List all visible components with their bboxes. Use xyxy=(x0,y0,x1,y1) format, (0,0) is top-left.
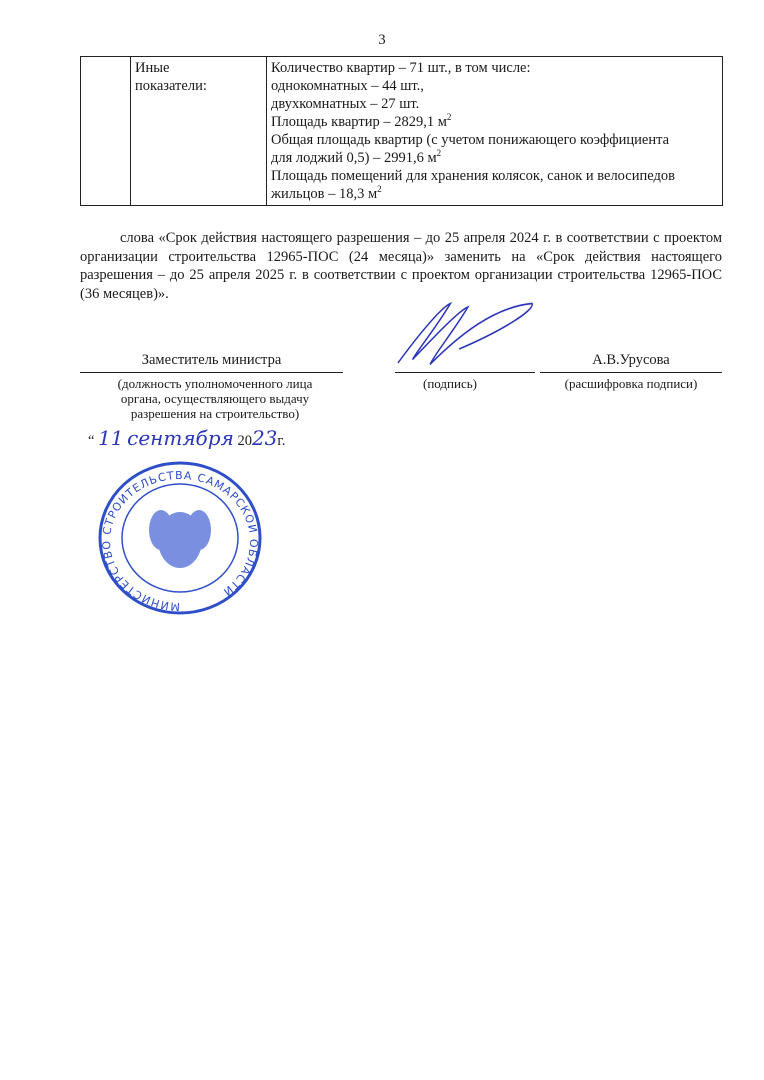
value-line: Количество квартир – 71 шт., в том числе: xyxy=(271,60,531,76)
name-caption: (расшифровка подписи) xyxy=(564,376,698,391)
superscript: 2 xyxy=(436,148,442,159)
value-line: двухкомнатных – 27 шт. xyxy=(271,96,420,112)
name-underline xyxy=(540,372,722,373)
superscript: 2 xyxy=(377,184,382,195)
superscript: 2 xyxy=(446,112,452,123)
value-line: Площадь квартир – 2829,1 м xyxy=(271,114,447,130)
amendment-paragraph: слова «Срок действия настоящего разрешения – до 25 апреля 2024 г. в соответствии с проектом организации строительства 12965-ПОС (24 месяца)» заменить на «Срок действия настоящего разрешения – до 25 апреля 2025 г. в соответствии с проектом организации строительства 12965-ПОС (36 месяцев)». xyxy=(80,230,722,302)
value-line: жильцов – 18,3 м xyxy=(271,186,378,202)
eagle-emblem-icon xyxy=(149,510,211,568)
date-century: 20 xyxy=(237,433,252,449)
table-row xyxy=(81,57,723,206)
date-quote: “ xyxy=(88,433,95,449)
table-cell-label xyxy=(131,57,267,206)
date-year: 23 xyxy=(251,426,278,450)
indicators-table xyxy=(80,56,723,206)
table-cell-values xyxy=(267,57,723,206)
position-title: Заместитель министра xyxy=(141,352,282,368)
signer-name: А.В.Урусова xyxy=(592,352,670,368)
label-line: показатели: xyxy=(135,78,207,94)
official-stamp xyxy=(95,458,265,618)
date-suffix: г. xyxy=(277,433,286,449)
date-day: 11 xyxy=(98,426,124,450)
value-line: для лоджий 0,5) – 2991,6 м xyxy=(271,150,437,166)
signature-underline xyxy=(395,372,535,373)
date-month: сентября xyxy=(127,426,234,450)
signature-caption: (подпись) xyxy=(423,376,477,391)
handwritten-signature xyxy=(395,300,535,370)
label-line: Иные xyxy=(135,60,170,76)
value-line: Площадь помещений для хранения колясок, санок и велосипедов xyxy=(271,168,675,184)
stamp-text: МИНИСТЕРСТВО СТРОИТЕЛЬСТВА САМАРСКОЙ ОБЛАСТИ xyxy=(99,468,261,614)
value-line: Общая площадь квартир (с учетом понижающего коэффициента xyxy=(271,132,670,148)
table-cell-empty xyxy=(81,57,131,206)
position-underline xyxy=(80,372,343,373)
value-line: однокомнатных – 44 шт., xyxy=(271,78,424,94)
page-number: 3 xyxy=(378,32,386,48)
issue-date xyxy=(88,426,285,450)
position-caption: (должность уполномоченного лица органа, осуществляющего выдачу разрешения на строительство) xyxy=(117,376,313,421)
